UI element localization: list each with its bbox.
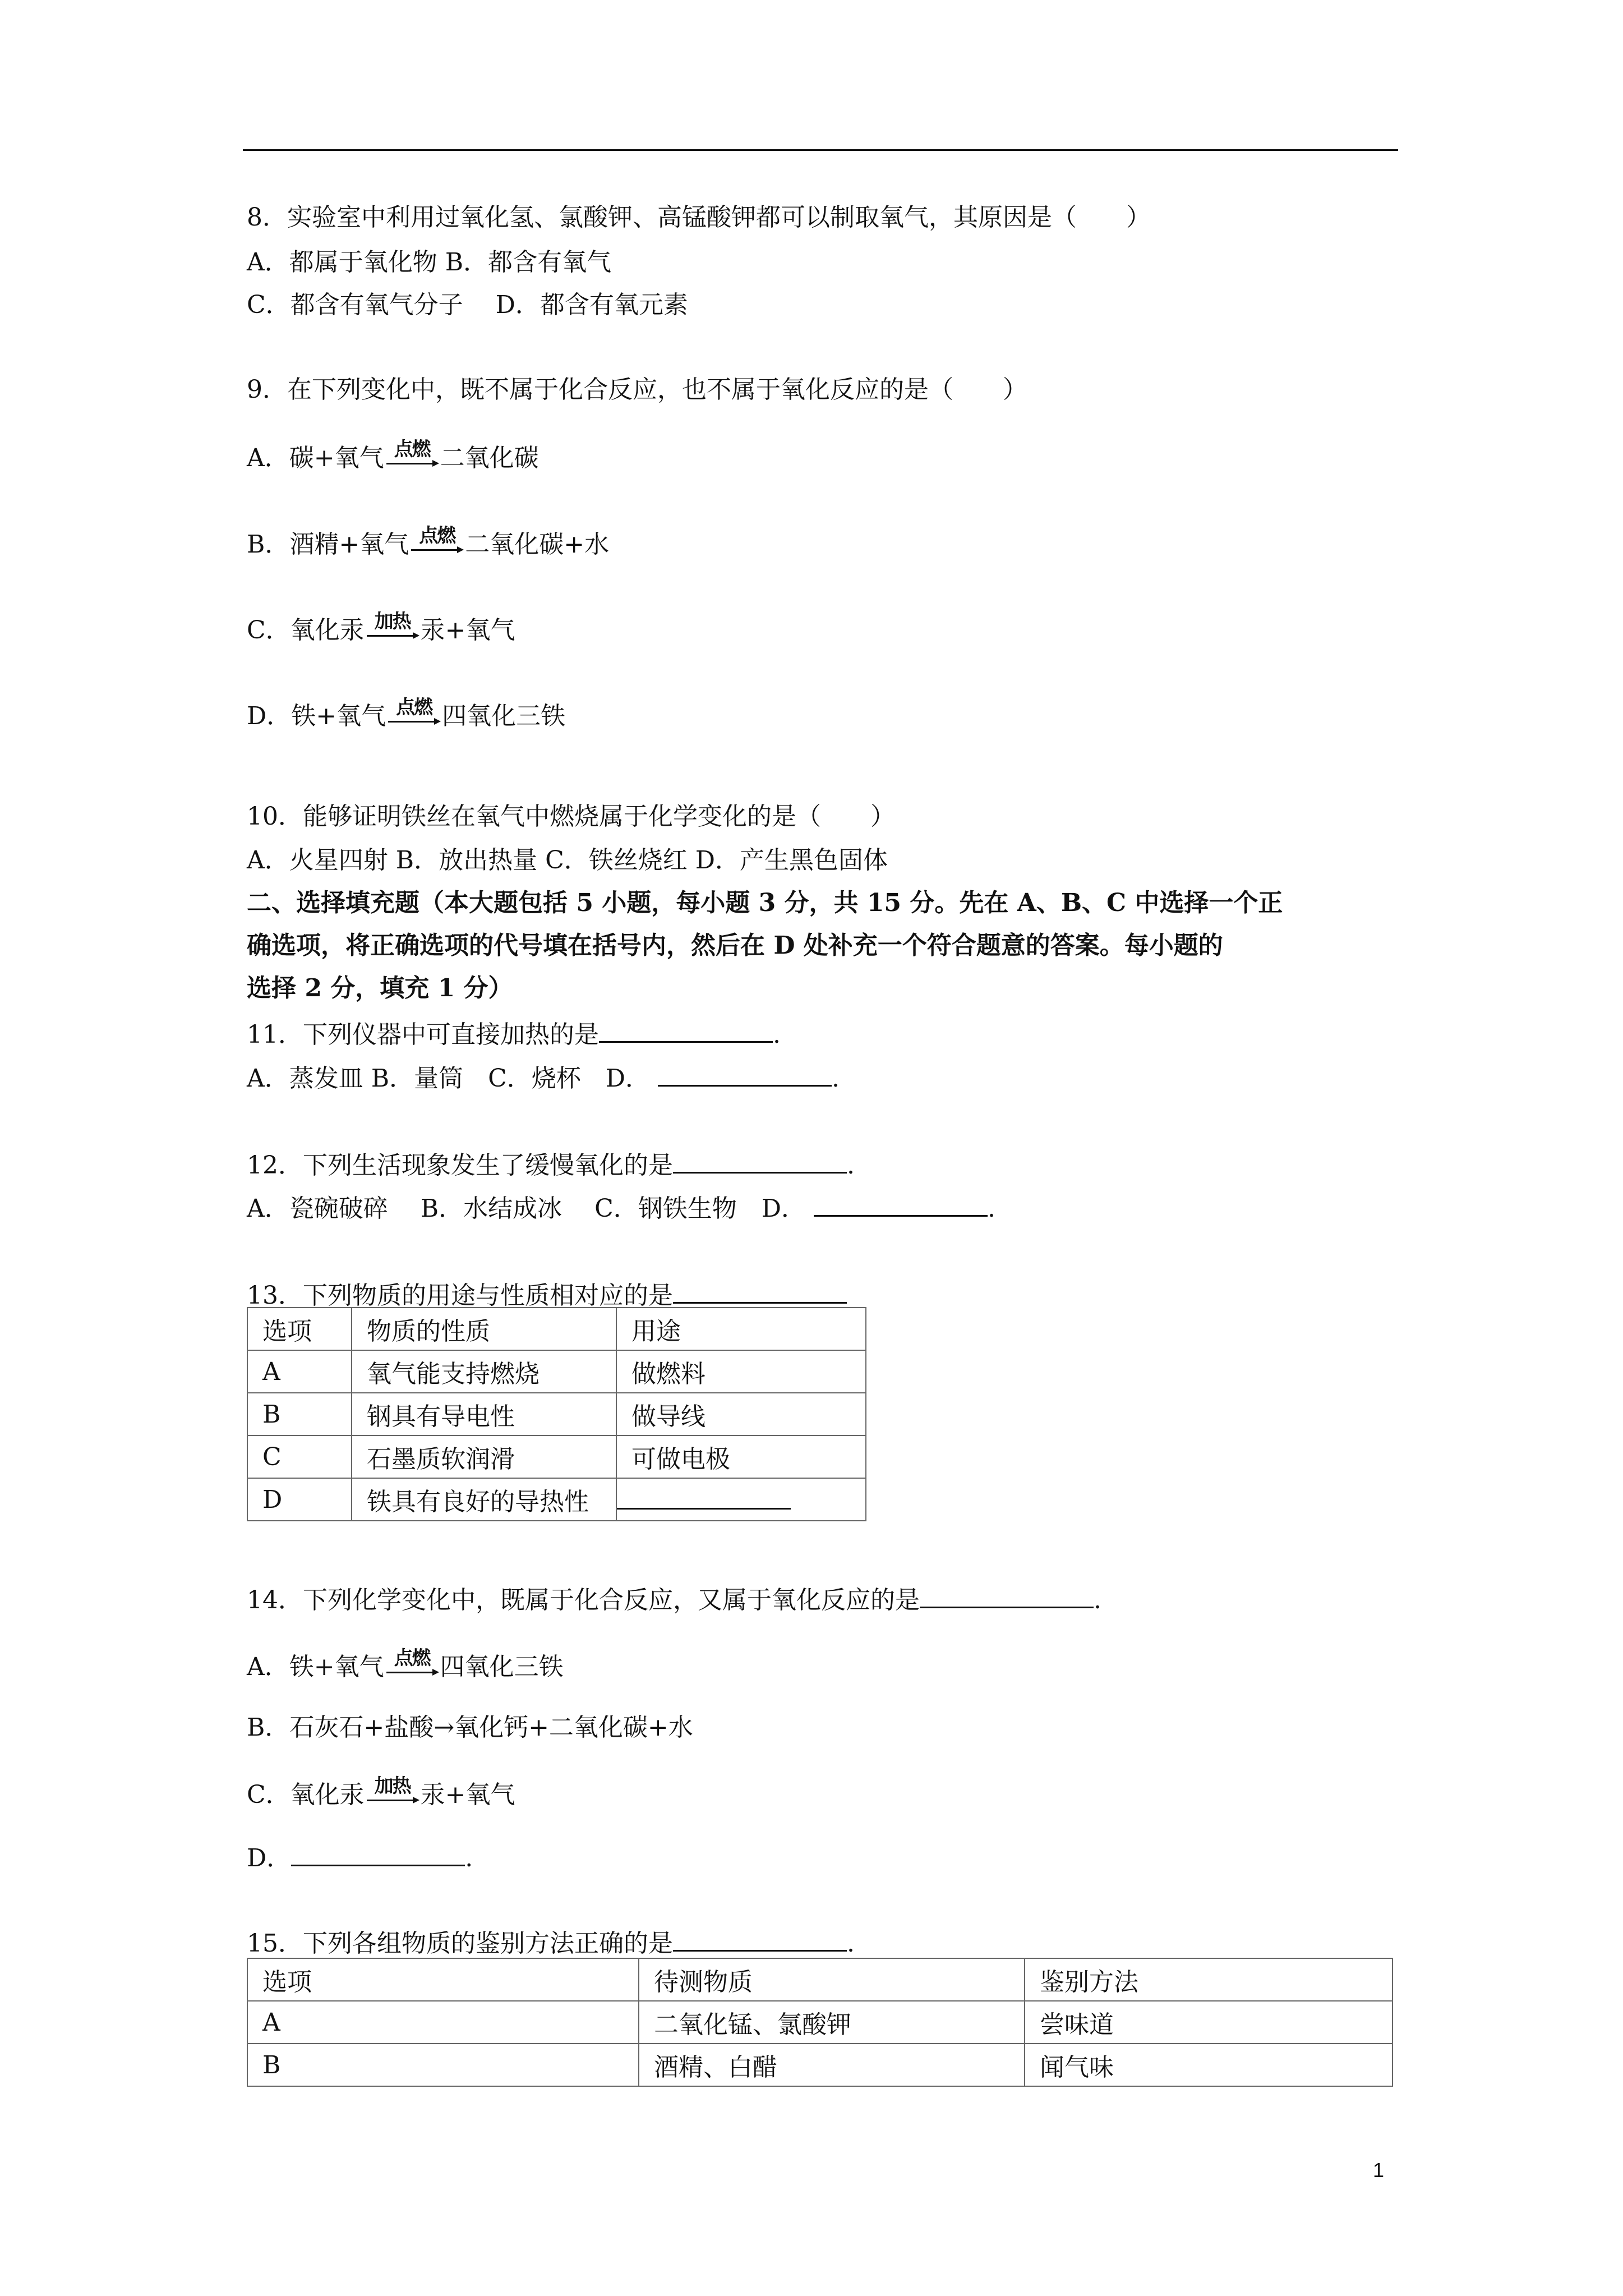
arrow-condition: 点燃	[394, 1647, 430, 1669]
q8-stem: 8．实验室中利用过氧化氢、氯酸钾、高锰酸钾都可以制取氧气，其原因是（ ）	[247, 203, 1151, 232]
q10-stem: 10．能够证明铁丝在氧气中燃烧属于化学变化的是（ ）	[247, 802, 895, 831]
answer-blank[interactable]	[617, 1483, 791, 1510]
q15-stem: 15．下列各组物质的鉴别方法正确的是 .	[247, 1925, 855, 1961]
page-number: 1	[1373, 2159, 1385, 2182]
product-text: 四氧化三铁	[442, 702, 566, 730]
arrow-condition: 加热	[374, 1775, 411, 1797]
q12-options: A．瓷碗破碎 B．水结成冰 C．钢铁生物 D． .	[247, 1190, 995, 1226]
reaction-arrow-icon	[386, 696, 442, 733]
q9-option-d	[247, 696, 566, 733]
table-row: A 二氧化锰、氯酸钾 尝味道	[247, 2001, 1393, 2044]
arrow-condition: 点燃	[394, 438, 430, 461]
q11-options: A．蒸发皿 B．量筒 C．烧杯 D． .	[247, 1060, 840, 1096]
answer-blank[interactable]	[673, 1925, 847, 1952]
q9-stem: 9．在下列变化中，既不属于化合反应，也不属于氧化反应的是（ ）	[247, 375, 1027, 404]
q8-options-line1: A．都属于氧化物 B．都含有氧气	[247, 248, 612, 277]
answer-blank[interactable]	[920, 1582, 1094, 1608]
table-row: B 酒精、白醋 闻气味	[247, 2044, 1393, 2086]
reactant-text: A．碳+氧气	[247, 444, 384, 472]
arrow-condition: 点燃	[419, 524, 455, 547]
table-row: D 铁具有良好的导热性	[247, 1478, 866, 1521]
q12-stem: 12．下列生活现象发生了缓慢氧化的是 .	[247, 1147, 855, 1182]
answer-blank[interactable]	[814, 1190, 988, 1217]
q13-table	[247, 1307, 866, 1521]
reactant-text: C．氧化汞	[247, 616, 365, 645]
reaction-arrow-icon	[365, 1775, 421, 1812]
answer-blank[interactable]	[673, 1277, 847, 1304]
answer-blank[interactable]	[673, 1147, 847, 1174]
reaction-arrow-icon	[409, 524, 465, 562]
q14-option-a: A．铁+氧气 点燃 四氧化三铁	[247, 1650, 564, 1684]
q8-options-line2: C．都含有氧气分子 D．都含有氧元素	[247, 291, 688, 319]
q14-stem: 14．下列化学变化中，既属于化合反应，又属于氧化反应的是 .	[247, 1582, 1101, 1617]
reaction-arrow-icon	[384, 1647, 440, 1684]
q9-option-c	[247, 610, 515, 647]
section-heading-line2: 确选项，将正确选项的代号填在括号内，然后在 D 处补充一个符合题意的答案。每小题的	[247, 931, 1223, 960]
q9-option-a	[247, 438, 539, 475]
section-heading-line1: 二、选择填充题（本大题包括 5 小题，每小题 3 分，共 15 分。先在 A、B、C 中选择一个正	[247, 889, 1283, 917]
q10-options: A．火星四射 B．放出热量 C．铁丝烧红 D．产生黑色固体	[247, 846, 888, 875]
answer-blank[interactable]	[658, 1060, 832, 1087]
table-row: 选项 物质的性质 用途	[247, 1308, 866, 1350]
table-row: A 氧气能支持燃烧 做燃料	[247, 1350, 866, 1393]
table-row: B 钢具有导电性 做导线	[247, 1393, 866, 1435]
section-heading-line3: 选择 2 分，填充 1 分）	[247, 974, 513, 1002]
reaction-arrow-icon	[384, 438, 440, 475]
q14-option-c: C．氧化汞 加热 汞+氧气	[247, 1778, 515, 1812]
answer-blank[interactable]	[291, 1840, 465, 1866]
header-rule	[243, 149, 1398, 151]
table-row: C 石墨质软润滑 可做电极	[247, 1435, 866, 1478]
q9-option-b	[247, 524, 610, 562]
arrow-condition: 点燃	[396, 696, 432, 719]
product-text: 二氧化碳+水	[465, 530, 610, 559]
q11-stem: 11．下列仪器中可直接加热的是 .	[247, 1016, 781, 1052]
reactant-text: D．铁+氧气	[247, 702, 386, 730]
arrow-condition: 加热	[374, 610, 411, 633]
answer-blank[interactable]	[599, 1016, 773, 1043]
q15-table	[247, 1958, 1393, 2087]
product-text: 二氧化碳	[440, 444, 539, 472]
q14-option-d: D． .	[247, 1840, 473, 1875]
reaction-arrow-icon	[365, 610, 421, 647]
table-row: 选项 待测物质 鉴别方法	[247, 1958, 1393, 2001]
reactant-text: B．酒精+氧气	[247, 530, 409, 559]
product-text: 汞+氧气	[420, 616, 515, 645]
q13-stem: 13．下列物质的用途与性质相对应的是	[247, 1277, 847, 1313]
q14-option-b: B．石灰石+盐酸→氧化钙+二氧化碳+水	[247, 1713, 693, 1742]
